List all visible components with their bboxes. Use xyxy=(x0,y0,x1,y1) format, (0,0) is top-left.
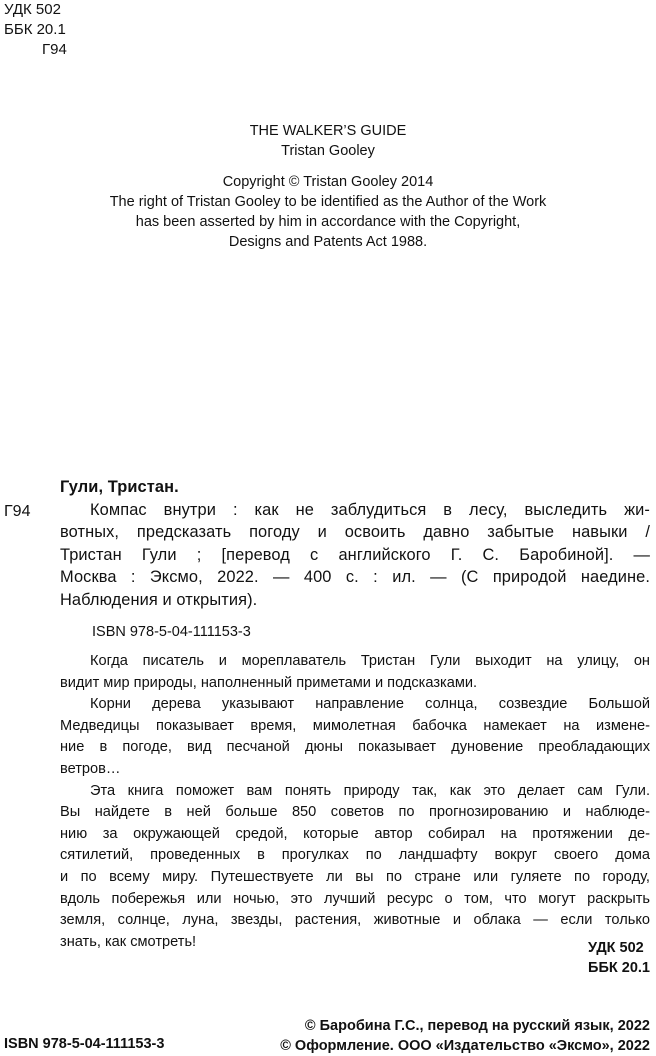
original-title: THE WALKER’S GUIDE xyxy=(249,123,407,139)
udk-code: УДК 502 xyxy=(4,1,61,18)
copyright-line: The right of Tristan Gooley to be identified as the Author of the Work xyxy=(109,194,547,210)
footer-copyrights xyxy=(280,1016,650,1056)
annotation-line: сятилетий, проведенных в прогулках по ландшафту вокруг своего дома xyxy=(60,847,650,864)
footer-bbk: ББК 20.1 xyxy=(588,960,650,976)
annotation-block xyxy=(60,651,650,953)
bibliographic-record xyxy=(60,476,650,611)
annotation-line: ветров… xyxy=(60,760,121,777)
classification-block xyxy=(4,0,67,60)
annotation-line: Когда писатель и мореплаватель Тристан Гули выходит на улицу, он xyxy=(90,653,650,669)
annotation-line: земля, солнце, луна, звезды, растения, животные и облака — если только xyxy=(60,912,650,929)
annotation-line: видит мир природы, наполненный приметами и подсказками. xyxy=(60,674,478,691)
copyright-line: Copyright © Tristan Gooley 2014 xyxy=(222,174,434,190)
bbk-code: ББК 20.1 xyxy=(4,21,66,38)
footer-isbn: ISBN 978-5-04-111153-3 xyxy=(4,1036,165,1052)
annotation-line: знать, как смотреть! xyxy=(60,933,197,950)
annotation-line: вдоль побережья или ночью, это лучший ресурс о том, что могут раскрыть xyxy=(60,890,650,907)
annotation-line: Корни дерева указывают направление солнца, созвездие Большой xyxy=(90,696,650,713)
bibliographic-code: Г94 xyxy=(4,503,31,520)
copyright-translation: © Баробина Г.С., перевод на русский язык, 2022 xyxy=(304,1018,650,1034)
author-sign: Г94 xyxy=(42,41,67,58)
description-line: Тристан Гули ; [перевод с английского Г. С. Баробиной]. — xyxy=(60,545,650,564)
original-edition-block xyxy=(0,121,656,252)
author-heading: Гули, Тристан. xyxy=(60,478,179,496)
annotation-line: ние в погоде, вид песчаной дюны показывает дуновение преобладающих xyxy=(60,739,650,756)
description-line: вотных, предсказать погоду и освоить давно забытые навыки / xyxy=(60,523,650,541)
annotation-line: Эта книга поможет вам понять природу так, как это делает сам Гули. xyxy=(90,782,650,799)
copyright-design: © Оформление. ООО «Издательство «Эксмо», 2022 xyxy=(280,1038,650,1054)
description-line: Москва : Эксмо, 2022. — 400 с. : ил. — (С природой наедине. xyxy=(60,568,650,586)
annotation-line: и по всему миру. Путешествуете ли вы по стране или гуляете по городу, xyxy=(60,868,650,885)
annotation-line: Вы найдете в ней больше 850 советов по прогнозированию и наблюде- xyxy=(60,804,650,821)
footer-udk: УДК 502 xyxy=(588,940,644,956)
copyright-line: Designs and Patents Act 1988. xyxy=(228,234,428,250)
description-line: Компас внутри : как не заблудиться в лесу, выследить жи- xyxy=(90,500,650,519)
isbn-record: ISBN 978-5-04-111153-3 xyxy=(92,624,251,640)
original-author: Tristan Gooley xyxy=(281,143,375,159)
annotation-line: Медведицы показывает время, мимолетная бабочка намекает на измене- xyxy=(60,717,650,734)
description-line: Наблюдения и открытия). xyxy=(60,590,258,609)
annotation-line: нию за окружающей средой, которые автор собирал на протяжении де- xyxy=(60,825,650,842)
footer-codes xyxy=(588,938,650,978)
copyright-line: has been asserted by him in accordance with the Copyright, xyxy=(135,214,521,230)
